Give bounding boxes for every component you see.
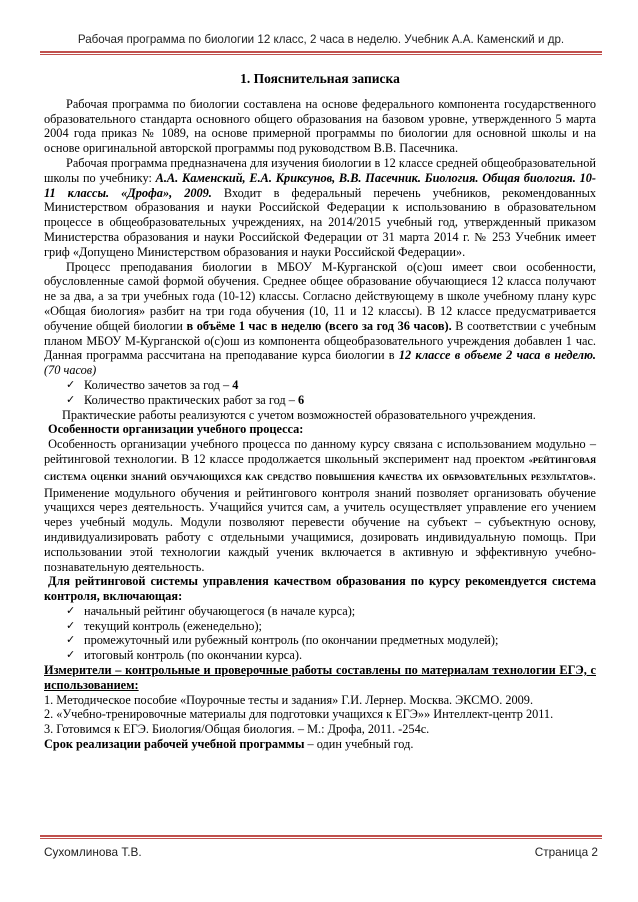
process-text: Процесс преподавания биологии в МБОУ М-Курганской о(с)ош имеет свои особенности, обусловленные самой формой обучения. Среднее общее образование обучающиеся 12 класса получают не за два, а за три учебных года (10-12) классы. Согласно действующему в школе учебному плану курс «Общая биология» разбит на три года обучения (10, 11 и 12 классы). В 12 классе предусматривается обучение общей биологии: [44, 259, 596, 333]
features-heading: Особенности организации учебного процесса:: [48, 422, 304, 437]
header-divider-thin: [40, 54, 602, 55]
page-header: Рабочая программа по биологии 12 класс, 2 часа в неделю. Учебник А.А. Каменский и др.: [77, 33, 565, 46]
count-value: 4: [232, 377, 239, 392]
textbook-reference: А.А. Каменский, Е.А. Криксунов, В.В. Пасечник. Биология. Общая биология. 10-11 классы. «Дрофа», 2009.: [44, 170, 596, 200]
term-label: Срок реализации рабочей учебной программы: [44, 737, 305, 752]
footer-author: Сухомлинова Т.В.: [44, 845, 142, 859]
check-icon: ✓: [66, 377, 76, 391]
list-item: ✓ начальный рейтинг обучающегося (в начале курса);: [66, 603, 356, 618]
paragraph-practical: Практические работы реализуются с учетом возможностей образовательного учреждения.: [62, 407, 536, 422]
source-item: 3. Готовимся к ЕГЭ. Биология/Общая биология. – М.: Дрофа, 2011. -254с.: [44, 722, 430, 737]
list-item: ✓ итоговый контроль (по окончании курса).: [66, 648, 303, 663]
page-number: Страница 2: [534, 845, 598, 859]
footer-divider: [40, 835, 602, 837]
source-item: 1. Методическое пособие «Поурочные тесты и задания» Г.И. Лернер. Москва. ЭКСМО. 2009.: [44, 692, 534, 707]
footer-divider-thin: [40, 838, 602, 839]
list-item: ✓ Количество практических работ за год – 6: [66, 392, 305, 407]
list-item: ✓ Количество зачетов за год – 4: [66, 377, 239, 392]
meters-heading: Измерители – контрольные и проверочные работы составлены по материалам технологии ЕГЭ, с использованием:: [44, 663, 596, 692]
header-divider: [40, 51, 602, 53]
check-icon: ✓: [66, 392, 76, 406]
total-hours: (70 часов): [44, 363, 97, 378]
control-checklist: [44, 604, 596, 663]
paragraph-term: [44, 737, 596, 752]
total-hours-emph: 12 классе в объеме 2 часа в неделю.: [398, 348, 597, 363]
source-item: 2. «Учебно-тренировочные материалы для подготовки учащихся к ЕГЭ»» Интеллект-центр 2011.: [44, 707, 554, 722]
document-body: [44, 72, 596, 752]
list-item: ✓ текущий контроль (еженедельно);: [66, 618, 262, 633]
paragraph-process: [44, 260, 596, 378]
check-icon: ✓: [66, 618, 76, 632]
term-value: – один учебный год.: [304, 737, 414, 752]
section-title: 1. Пояснительная записка: [240, 71, 400, 86]
paragraph-textbook: [44, 156, 596, 260]
process-text-2: В соответствии с учебным планом МБОУ М-Курганской о(с)ош из компонента общеобразовательного учреждения добавлен 1 час. Данная программа рассчитана на преподавание курса биологии в: [44, 318, 596, 363]
check-icon: ✓: [66, 603, 76, 617]
count-value: 6: [297, 392, 305, 407]
list-item: ✓ промежуточный или рубежный контроль (по окончании предметных модулей);: [66, 633, 499, 648]
paragraph-modular: Особенность организации учебного процесса по данному курсу связана с использованием модульно – рейтинговой технологии. В 12 классе продолжается школьный эксперимент над проектом «РЕЙТИНГОВАЯ СИСТЕМА ОЦЕНКИ ЗНАНИЙ ОБУЧАЮЩИХСЯ КАК СРЕДСТВО ПОВЫШЕНИЯ КАЧЕСТВА ИХ ОБРАЗОВАТЕЛЬНЫХ РЕЗУЛЬТАТОВ». Применение модульного обучения и рейтингового контроля знаний позволяет организовать обучение учащихся через деятельность. Учащийся учится сам, а учитель осуществляет управление его учением через учебный модуль. Модули позволяют перевести обучение на субъект – субъектную основу, индивидуализировать работу с отдельными учащимися, дозировать индивидуальную помощь. При использовании этой технологии каждый ученик включается в активную и эффективную учебно-познавательную деятельность.: [44, 437, 596, 574]
weekly-hours: в объёме 1 час в неделю (всего за год 36 часов).: [186, 318, 452, 333]
check-icon: ✓: [66, 633, 76, 647]
project-name: «РЕЙТИНГОВАЯ СИСТЕМА ОЦЕНКИ ЗНАНИЙ ОБУЧАЮЩИХСЯ КАК СРЕДСТВО ПОВЫШЕНИЯ КАЧЕСТВА ИХ ОБРАЗОВАТЕЛЬНЫХ РЕЗУЛЬТАТОВ»: [44, 455, 596, 482]
textbook-intro: Рабочая программа предназначена для изучения биологии в 12 классе средней общеобразовательной школы по учебнику:: [44, 155, 596, 185]
rating-heading: Для рейтинговой системы управления качеством образования по курсу рекомендуется система контроля, включающая:: [44, 574, 596, 604]
paragraph-basis: Рабочая программа по биологии составлена на основе федерального компонента государственного образовательного стандарта основного общего образования на базовом уровне, утвержденного 5 марта 2004 года приказ № 1089, на основе примерной программы по биологии для основной школы и на основе оригинальной авторской программы под руководством В.В. Пасечника.: [44, 96, 596, 156]
check-icon: ✓: [66, 648, 76, 662]
textbook-approval: Входит в федеральный перечень учебников, рекомендованных Министерством образования и науки Российской Федерации к использованию в образовательном процессе в общеобразовательных учреждениях, на 2014/2015 учебный год, утвержденный приказом Министерства образования и науки Российской Федерации от 31 марта 2014 г. № 253 Учебник имеет гриф «Допущено Министерством образования и науки Российской Федерации».: [44, 185, 596, 259]
count-checklist: [44, 378, 596, 408]
